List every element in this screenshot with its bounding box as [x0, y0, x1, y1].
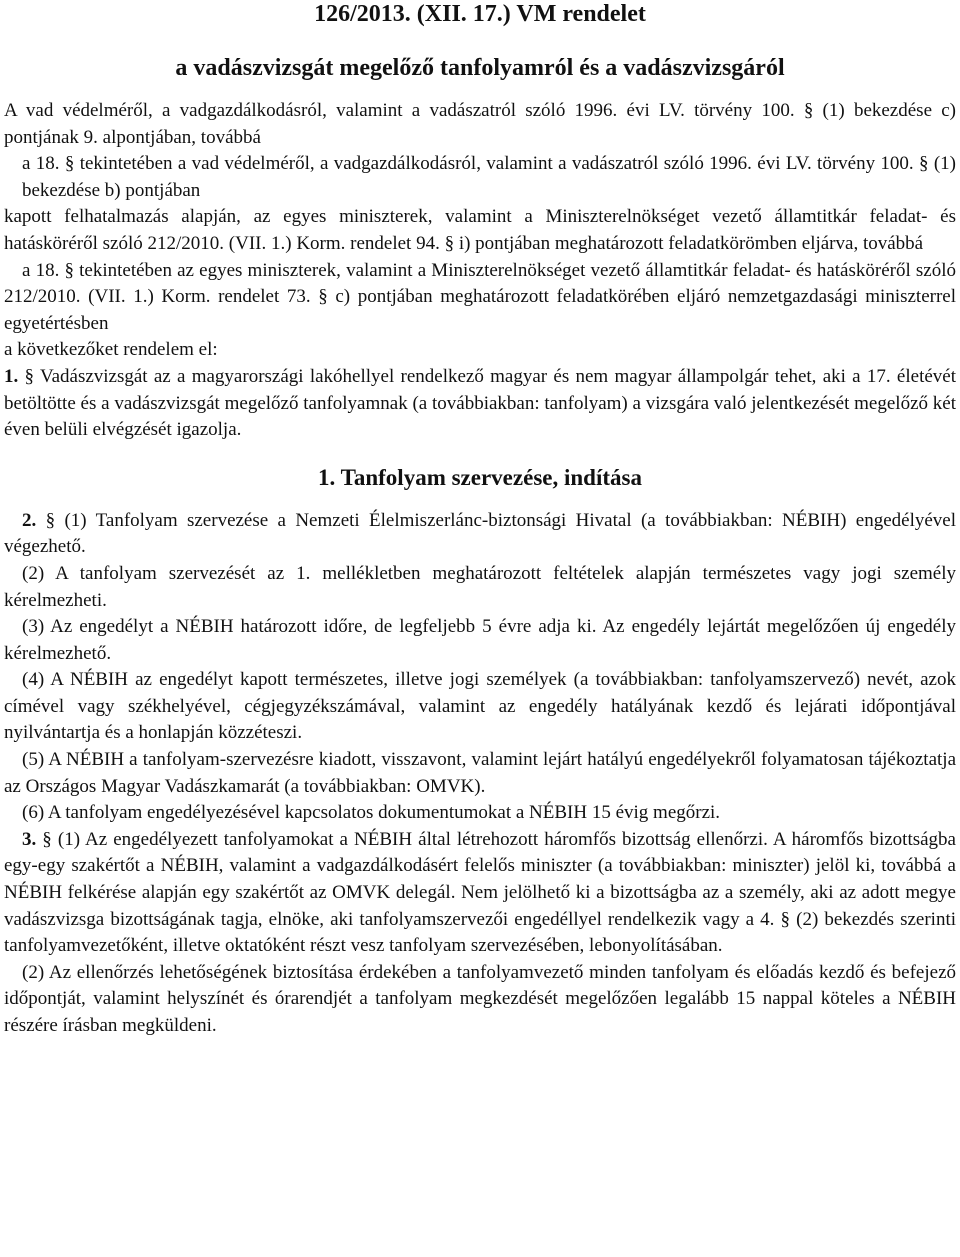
section-2-paragraph-5: (5) A NÉBIH a tanfolyam-szervezésre kiadott, visszavont, valamint lejárt hatályú engedélyekről folyamatosan tájékoztatja az Országos Magyar Vadászkamarát (a továbbiakban: OMVK).	[4, 749, 956, 797]
intro-paragraph-1: A vad védelméről, a vadgazdálkodásról, valamint a vadászatról szóló 1996. évi LV. törvény 100. § (1) bekezdése c) pontjának 9. alpontjában, továbbá	[4, 100, 956, 148]
section-text: § Vadászvizsgát az a magyarországi lakóhellyel rendelkező magyar és nem magyar állampolgár tehet, aki a 17. életévét betöltötte és a vadászvizsgát megelőző tanfolyamnak (a továbbiakban: tanfolyam) a vizsgára való jelentkezését megelőző két éven belüli elvégzését igazolja.	[4, 365, 956, 441]
section-3-paragraph-2: (2) Az ellenőrzés lehetőségének biztosítása érdekében a tanfolyamvezető minden tanfolyam és előadás kezdő és befejező időpontját, valamint helyszínét és órarendjét a tanfolyam megkezdését megelőzően legalább 15 nappal köteles a NÉBIH részére írásban megküldeni.	[4, 961, 956, 1036]
decree-number-title: 126/2013. (XII. 17.) VM rendelet	[314, 1, 646, 27]
chapter-heading: 1. Tanfolyam szervezése, indítása	[318, 464, 642, 490]
intro-paragraph-3: kapott felhatalmazás alapján, az egyes miniszterek, valamint a Miniszterelnökséget vezető államtitkár feladat- és hatásköréről szóló 212/2010. (VII. 1.) Korm. rendelet 94. § i) pontjában meghatározott feladatkörömben eljárva, továbbá	[4, 206, 956, 254]
section-3-paragraph-1	[4, 827, 956, 960]
section-text: § (1) Az engedélyezett tanfolyamokat a NÉBIH által létrehozott háromfős bizottság ellenőrzi. A háromfős bizottságba egy-egy szakértőt a NÉBIH, valamint a vadgazdálkodásért felelős miniszter (a továbbiakban: miniszter) jelöl ki, továbbá a NÉBIH felkérése alapján egy szakértőt az OMVK delegál. Nem jelölhető ki a bizottságba az a személy, aki az adott megye vadászvizsga bizottságának tagja, elnöke, aki tanfolyamszervezői engedéllyel rendelkezik vagy a 4. § (2) bekezdés szerinti tanfolyamvezetőként, illetve oktatóként részt vesz tanfolyam szervezésében, lebonyolításában.	[4, 828, 956, 957]
section-2-paragraph-2: (2) A tanfolyam szervezését az 1. mellékletben meghatározott feltételek alapján természetes vagy jogi személy kérelmezheti.	[4, 562, 956, 611]
section-number: 1.	[4, 365, 19, 387]
section-number: 2.	[22, 509, 37, 531]
intro-paragraph-5: a következőket rendelem el:	[4, 339, 218, 361]
section-number: 3.	[22, 828, 37, 850]
intro-paragraph-2: a 18. § tekintetében a vad védelméről, a vadgazdálkodásról, valamint a vadászatról szóló 1996. évi LV. törvény 100. § (1) bekezdése b) pontjában	[22, 153, 956, 201]
section-2-paragraph-3: (3) Az engedélyt a NÉBIH határozott időre, de legfeljebb 5 évre adja ki. Az engedély lejártát megelőzően új engedély kérelmezhető.	[4, 616, 956, 664]
section-2-paragraph-6: (6) A tanfolyam engedélyezésével kapcsolatos dokumentumokat a NÉBIH 15 évig megőrzi.	[22, 802, 721, 824]
section-2-paragraph-1	[4, 508, 956, 561]
section-text: § (1) Tanfolyam szervezése a Nemzeti Élelmiszerlánc-biztonsági Hivatal (a továbbiakban: NÉBIH) engedélyével végezhető.	[4, 509, 956, 558]
section-1-paragraph	[4, 364, 956, 444]
intro-paragraph-4: a 18. § tekintetében az egyes miniszterek, valamint a Miniszterelnökséget vezető államtitkár feladat- és hatásköréről szóló 212/2010. (VII. 1.) Korm. rendelet 73. § c) pontjában meghatározott feladatkörében eljáró nemzetgazdasági miniszterrel egyetértésben	[4, 259, 956, 334]
decree-subject-title: a vadászvizsgát megelőző tanfolyamról és a vadászvizsgáról	[175, 55, 785, 81]
section-2-paragraph-4: (4) A NÉBIH az engedélyt kapott természetes, illetve jogi személyek (a továbbiakban: tanfolyamszervező) nevét, azok címével vagy székhelyével, cégjegyzékszámával, valamint az engedély hatályának kezdő és lejárati időpontjával nyilvántartja és a honlapján közzéteszi.	[4, 669, 956, 744]
